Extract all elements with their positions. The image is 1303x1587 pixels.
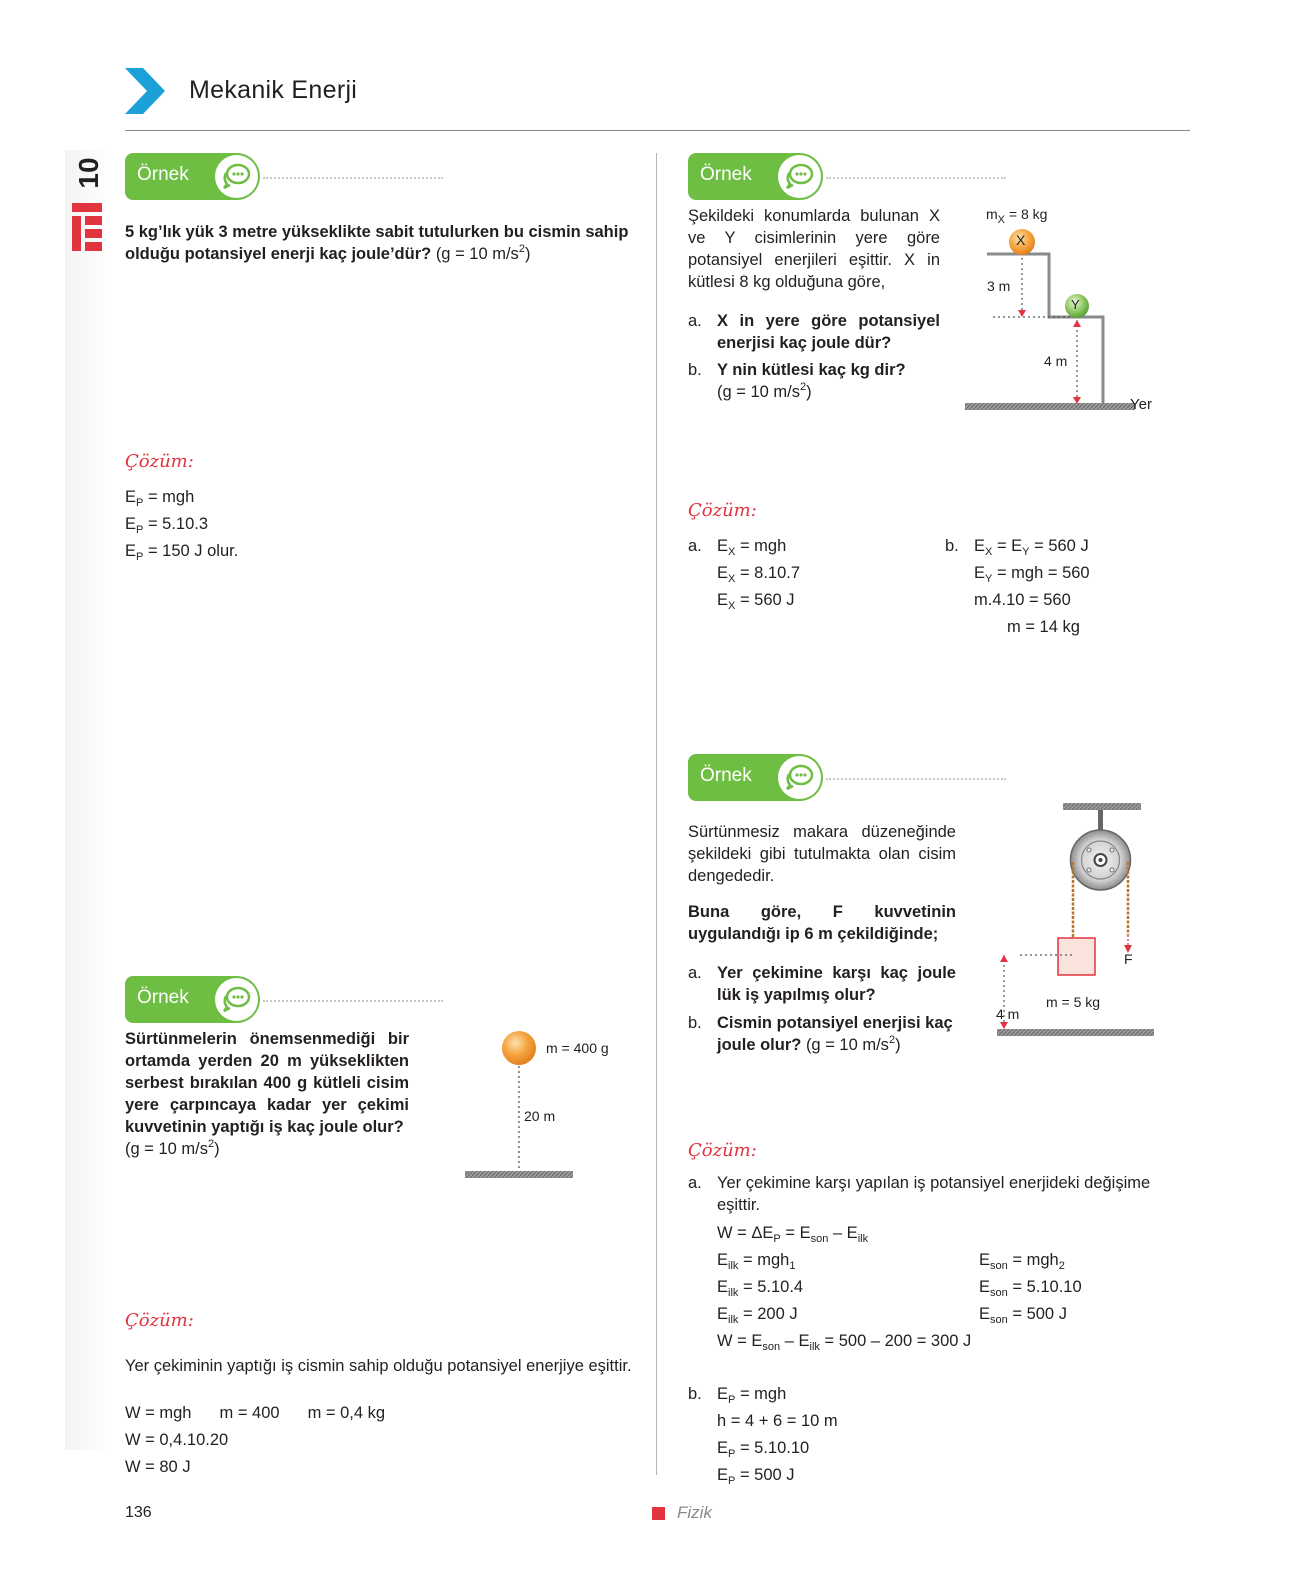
example3-part-b: b. Y nin kütlesi kaç kg dir? (g = 10 $m/s^2$) <box>688 361 906 401</box>
chat-bubble-icon <box>778 155 821 198</box>
example-dotted-line <box>263 177 443 179</box>
footer-square-icon <box>652 1507 665 1520</box>
solution-label: Çözüm: <box>688 1140 757 1161</box>
chat-bubble-icon <box>215 978 258 1021</box>
example-label: Örnek <box>700 164 752 185</box>
steps-figure <box>955 220 1170 415</box>
column-divider <box>656 153 657 1475</box>
force-label: F <box>1124 951 1133 967</box>
side-strip <box>65 150 111 1450</box>
example1-question: 5 kg’lık yük 3 metre yükseklikte sabit tutulurken bu cismin sahip olduğu potansiyel enerji kaç joule’dür? (g = 10 $m/s^2$) <box>125 223 629 263</box>
example-badge <box>688 754 823 801</box>
block-mass-label: m = 5 kg <box>1046 994 1101 1010</box>
example4-solution-a: $W = \Delta E_P = E_{son} - E_{ilk}$ $E_{ilk} = mgh_1$ $E_{ilk} = 5.10.4$ $E_{ilk} = 200$ J $W = E_{son} - E_{ilk} = 500 - 200 = 300$ J <box>717 1224 972 1353</box>
block-height-label: 4 m <box>996 1006 1020 1022</box>
header-divider <box>125 130 1190 131</box>
ground <box>997 1029 1154 1036</box>
example4-part-b: b. Cismin potansiyel enerjisi kaç joule olur? (g = 10 $m/s^2$) <box>688 1014 953 1054</box>
example-label: Örnek <box>137 987 189 1008</box>
chapter-arrow-icon <box>125 68 167 114</box>
solution-label: Çözüm: <box>125 451 194 472</box>
footer-subject: Fizik <box>677 1503 712 1522</box>
chat-bubble-icon <box>778 756 821 799</box>
example-badge <box>125 976 260 1023</box>
example4-part-a: a. Yer çekimine karşı kaç joule lük iş yapılmış olur? <box>688 964 956 1004</box>
example3-solution-b: b. $E_X = E_Y = 560$ J $E_Y$ = mgh = 560 m.4.10 = 560 m = 14 kg <box>945 537 1090 636</box>
mass-block <box>1058 938 1095 975</box>
example-dotted-line <box>263 1000 443 1002</box>
example3-intro: Şekildeki konumlarda bulunan X ve Y cisimlerinin yere göre potansiyel enerjileri eşittir. X in kütlesi 8 kg olduğuna göre, <box>688 207 940 291</box>
x-label: X <box>1016 232 1026 248</box>
pulley-figure <box>995 795 1175 1065</box>
example3-part-a: a. X in yere göre potansiyel enerjisi kaç joule dür? <box>688 312 940 352</box>
example1-solution: $E_P$ = mgh $E_P = 5.10.3$ $E_P = 150$ J olur. <box>125 488 239 563</box>
example4-solution-b: b. $E_P$ = mgh h = 4 + 6 = 10 m $E_P = 5.10.10$ $E_P = 500$ J <box>688 1385 838 1487</box>
example2-question: Sürtünmelerin önemsenmediği bir ortamda yerden 20 m yükseklikten serbest bırakılan 400 g kütleli cisim yere çarpıncaya kadar yer çekimi kuvvetinin yaptığı iş kaç joule olur? (g = 10 $m/s^2$) <box>125 1030 409 1158</box>
ball-mass-label: m = 400 g <box>546 1040 609 1056</box>
page-number: 136 <box>125 1504 152 1521</box>
example4-intro: Sürtünmesiz makara düzeneğinde şekildeki gibi tutulmakta olan cisim dengededir. <box>688 823 956 885</box>
example-dotted-line <box>826 778 1006 780</box>
example-badge <box>688 153 823 200</box>
example4-question: Buna göre, F kuvvetinin uygulandığı ip 6 m çekildiğinde; <box>688 903 956 943</box>
example-label: Örnek <box>137 164 189 185</box>
height-4m-label: 4 m <box>1044 353 1068 369</box>
solution-label: Çözüm: <box>125 1310 194 1331</box>
example4-solution-son: $E_{son} = mgh_2$ $E_{son} = 5.10.10$ $E_{son} = 500$ J <box>979 1251 1082 1326</box>
ball-height-label: 20 m <box>524 1108 556 1124</box>
example-label: Örnek <box>700 765 752 786</box>
ground <box>465 1171 573 1178</box>
ball <box>502 1031 536 1065</box>
chat-bubble-icon <box>215 155 258 198</box>
solution-label: Çözüm: <box>688 500 757 521</box>
example4-solution-a-intro: a. Yer çekimine karşı yapılan iş potansiyel enerjideki değişime eşittir. <box>688 1174 1151 1214</box>
example-badge <box>125 153 260 200</box>
height-3m-label: 3 m <box>987 278 1011 294</box>
ceiling <box>1063 803 1141 810</box>
example-dotted-line <box>826 177 1006 179</box>
side-logo-icon <box>72 203 102 251</box>
ground <box>965 403 1135 410</box>
x-mass-label: $m_X = 8$ kg <box>986 206 1048 226</box>
chapter-title: Mekanik Enerji <box>189 76 358 104</box>
side-chapter-number: 10 <box>73 157 104 189</box>
example2-solution-intro: Yer çekiminin yaptığı iş cismin sahip olduğu potansiyel enerjiye eşittir. <box>125 1357 632 1375</box>
example3-solution-a: a. $E_X$ = mgh $E_X = 8.10.7$ $E_X = 560$ J <box>688 537 801 612</box>
y-label: Y <box>1071 297 1080 312</box>
ground-label: Yer <box>1130 396 1152 413</box>
example2-solution: W = mgh m = 400 m = 0,4 kg W = 0,4.10.20 W = 80 J <box>125 1404 386 1476</box>
